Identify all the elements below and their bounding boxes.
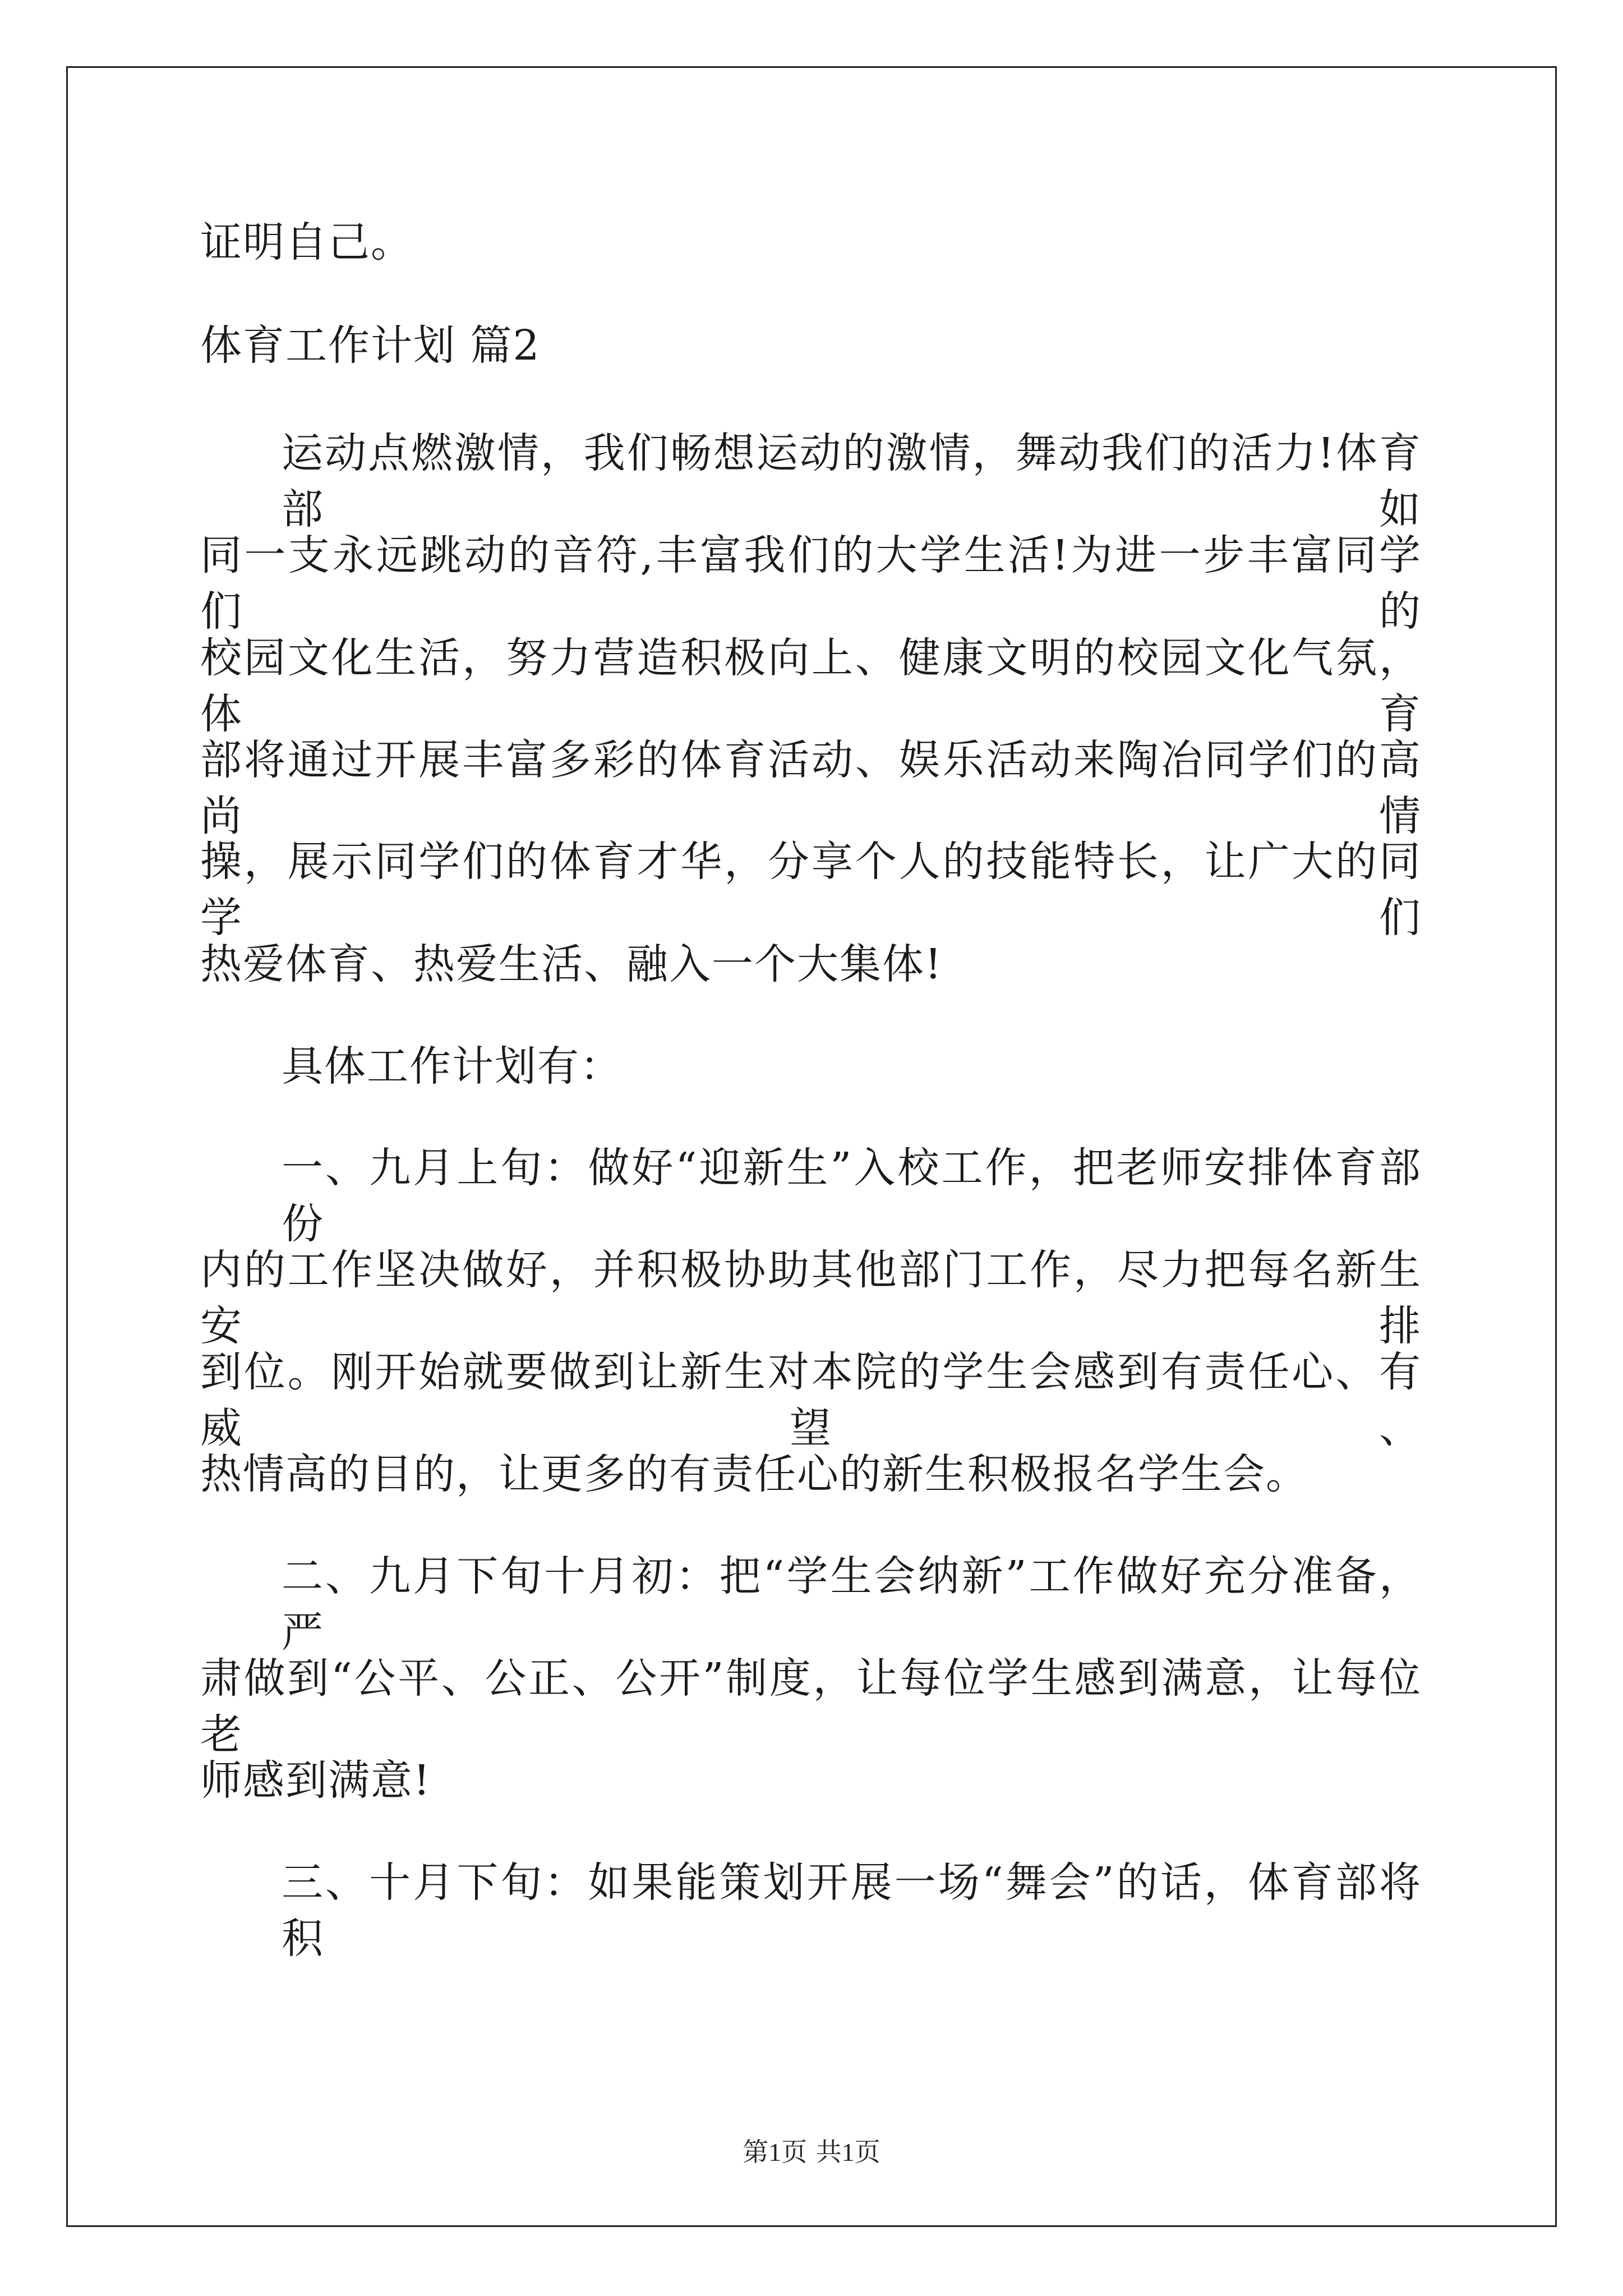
text-line-12: 到位。刚开始就要做到让新生对本院的学生会感到有责任心、有威望、 — [200, 1348, 1422, 1452]
page-footer: 第1页 共1页 — [743, 2138, 880, 2166]
text-line-5: 校园文化生活，努力营造积极向上、健康文明的校园文化气氛，体育 — [200, 634, 1422, 738]
text-line-15: 肃做到“公平、公正、公开”制度，让每位学生感到满意，让每位老 — [200, 1654, 1422, 1759]
section-heading: 体育工作计划 篇2 — [200, 321, 541, 370]
text-line-14: 二、九月下旬十月初：把“学生会纳新”工作做好充分准备，严 — [282, 1552, 1422, 1657]
text-line-6: 部将通过开展丰富多彩的体育活动、娱乐活动来陶冶同学们的高尚情 — [200, 736, 1422, 840]
text-line-11: 内的工作坚决做好，并积极协助其他部门工作，尽力把每名新生安排 — [200, 1246, 1422, 1350]
text-line-9: 具体工作计划有： — [282, 1042, 623, 1091]
text-line-13: 热情高的目的，让更多的有责任心的新生积极报名学生会。 — [200, 1450, 1308, 1498]
text-line-1: 证明自己。 — [200, 218, 413, 266]
text-line-4: 同一支永远跳动的音符,丰富我们的大学生活!为进一步丰富同学们的 — [200, 531, 1422, 636]
text-line-16: 师感到满意! — [200, 1756, 431, 1805]
text-line-10: 一、九月上旬：做好“迎新生”入校工作，把老师安排体育部份 — [282, 1144, 1422, 1248]
text-line-7: 操，展示同学们的体育才华，分享个人的技能特长，让广大的同学们 — [200, 838, 1422, 942]
text-line-3: 运动点燃激情，我们畅想运动的激情，舞动我们的活力!体育部如 — [282, 429, 1422, 533]
text-line-8: 热爱体育、热爱生活、融入一个大集体! — [200, 940, 943, 988]
text-line-17: 三、十月下旬：如果能策划开展一场“舞会”的话，体育部将积 — [282, 1858, 1422, 1963]
